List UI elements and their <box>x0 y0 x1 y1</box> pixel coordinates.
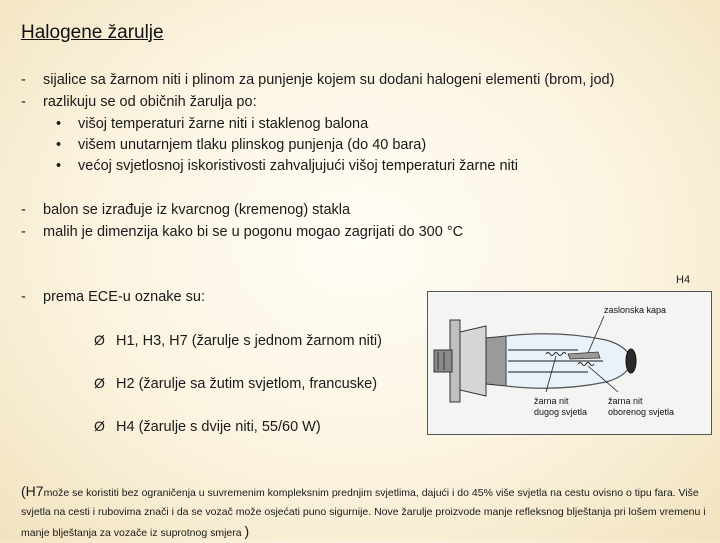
label-shield-cap: zaslonska kapa <box>604 305 667 315</box>
detail-item: - malih je dimenzija kako bi se u pogonu mogao zagrijati do 300 °C <box>21 224 464 240</box>
bulb-type-item: Ø H4 (žarulje s dvije niti, 55/60 W) <box>94 418 321 435</box>
note-open: (H7 <box>21 483 44 499</box>
h4-bulb-illustration <box>428 292 711 434</box>
bulb-type-item: Ø H1, H3, H7 (žarulje s jednom žarnom niti) <box>94 332 382 349</box>
h7-note <box>21 482 711 543</box>
arrow-bullet-icon: Ø <box>94 332 105 348</box>
ece-heading: - prema ECE-u oznake su: <box>21 289 205 305</box>
sub-bullet-item: • većoj svjetlosnoj iskoristivosti zahvaljujući višoj temperaturi žarne niti <box>56 158 519 174</box>
label-low-beam-line2: dugog svjetla <box>534 407 588 417</box>
page-title: Halogene žarulje <box>21 22 164 43</box>
arrow-bullet-icon: Ø <box>94 418 105 434</box>
h4-bulb-figure <box>427 291 712 435</box>
label-high-beam-line1: žarna nit <box>608 396 643 406</box>
bulb-type-item: Ø H2 (žarulje sa žutim svjetlom, francuske) <box>94 375 378 392</box>
label-high-beam-line2: oborenog svjetla <box>608 407 675 417</box>
note-text: može se koristiti bez ograničenja u suvremenim kompleksnim prednjim svjetlima, dajući i do 45% više svjetla na cestu ovisno o tipu fara. Više svjetla na cesti i rubovima znači i da se vozač može osjećati puno sigurnije. Nove žarulje proizvode manje refleksnog blještanja pri lošem vremenu i manje blještanja za vozače iz suprotnog smjera <box>21 487 706 539</box>
intro-item: - sijalice sa žarnom niti i plinom za punjenje kojem su dodani halogeni elementi (brom, jod) <box>21 72 615 88</box>
intro-item: - razlikuju se od običnih žarulja po: <box>21 94 257 110</box>
detail-item: - balon se izrađuje iz kvarcnog (kremenog) stakla <box>21 202 351 218</box>
sub-bullet-item: • višem unutarnjem tlaku plinskog punjenja (do 40 bara) <box>56 137 427 153</box>
sub-bullet-item: • višoj temperaturi žarne niti i staklenog balona <box>56 116 369 132</box>
figure-tag: H4 <box>676 274 691 286</box>
note-close: ) <box>244 523 250 539</box>
label-low-beam-line1: žarna nit <box>534 396 569 406</box>
arrow-bullet-icon: Ø <box>94 375 105 391</box>
